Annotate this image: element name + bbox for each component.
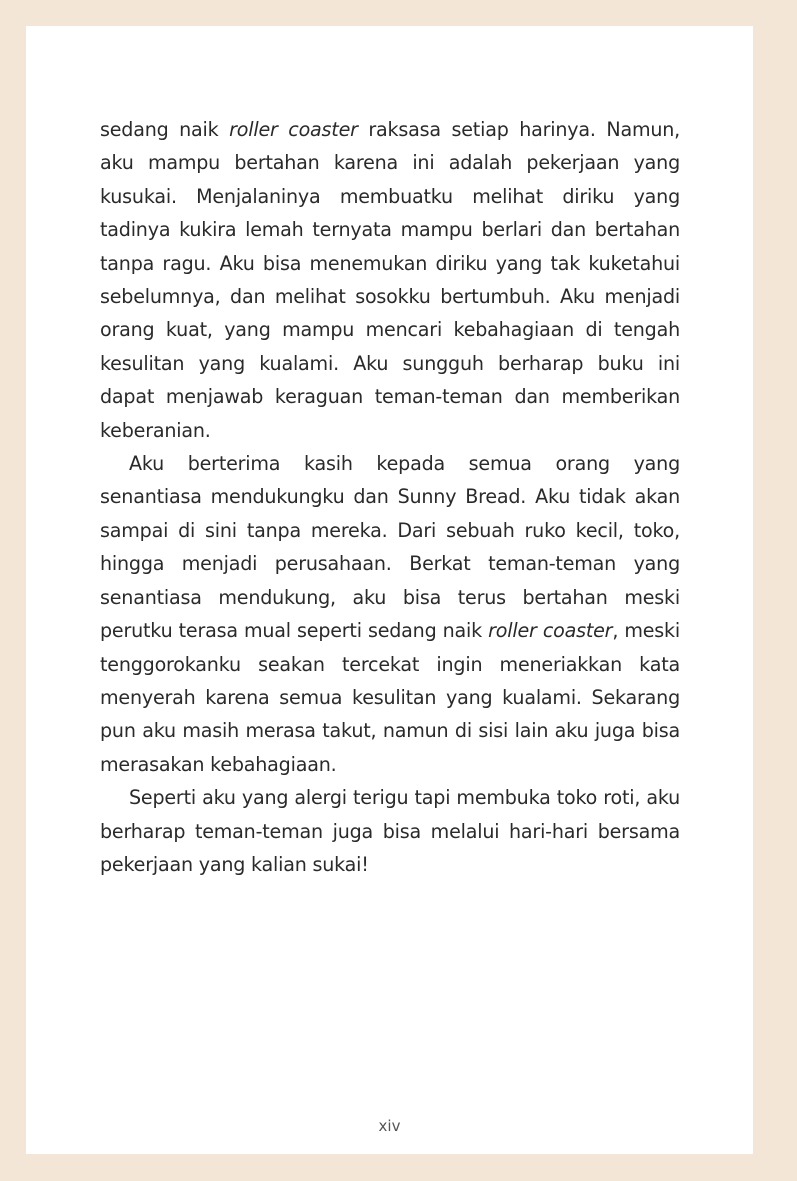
text-run: raksasa setiap harinya. Namun, aku mampu bertahan karena ini adalah pekerjaan yang kusukai. Menjalaninya membuatku melihat diriku yang tadinya kukira lemah ternyata mampu berlari dan bertahan tanpa ragu. Aku bisa menemukan diriku yang tak kuketahui sebelumnya, dan melihat sosokku bertumbuh. Aku menjadi orang kuat, yang mampu mencari kebahagiaan di tengah kesulitan yang kualami. Aku sungguh berharap buku ini dapat menjawab keraguan teman-teman dan memberikan keberanian.	[100, 118, 681, 442]
page-number: xiv	[378, 1117, 401, 1135]
text-run: Seperti aku yang alergi terigu tapi membuka toko roti, aku berharap teman-teman juga bisa melalui hari-hari bersama pekerjaan yang kalian sukai!	[100, 786, 680, 876]
text-run: sedang naik	[100, 118, 230, 141]
italic-term: roller coaster	[229, 118, 358, 141]
text-run: , meski tenggorokanku seakan tercekat ingin meneriakkan kata menyerah karena semua kesulitan yang kualami. Sekarang pun aku masih merasa takut, namun di sisi lain aku juga bisa merasakan kebahagiaan.	[100, 619, 680, 776]
book-page	[26, 26, 753, 1154]
italic-term: roller coaster	[488, 619, 613, 643]
body-text	[100, 113, 680, 881]
text-run: Aku berterima kasih kepada semua orang yang senantiasa mendukungku dan Sunny Bread. Aku tidak akan sampai di sini tanpa mereka. Dari sebuah ruko kecil, toko, hingga menjadi perusahaan. Berkat teman-teman yang senantiasa mendukung, aku bisa terus bertahan meski perutku terasa mual seperti sedang naik	[100, 452, 680, 643]
paragraph-3	[100, 781, 680, 881]
paragraph-2	[100, 447, 680, 781]
paragraph-1	[100, 113, 680, 447]
